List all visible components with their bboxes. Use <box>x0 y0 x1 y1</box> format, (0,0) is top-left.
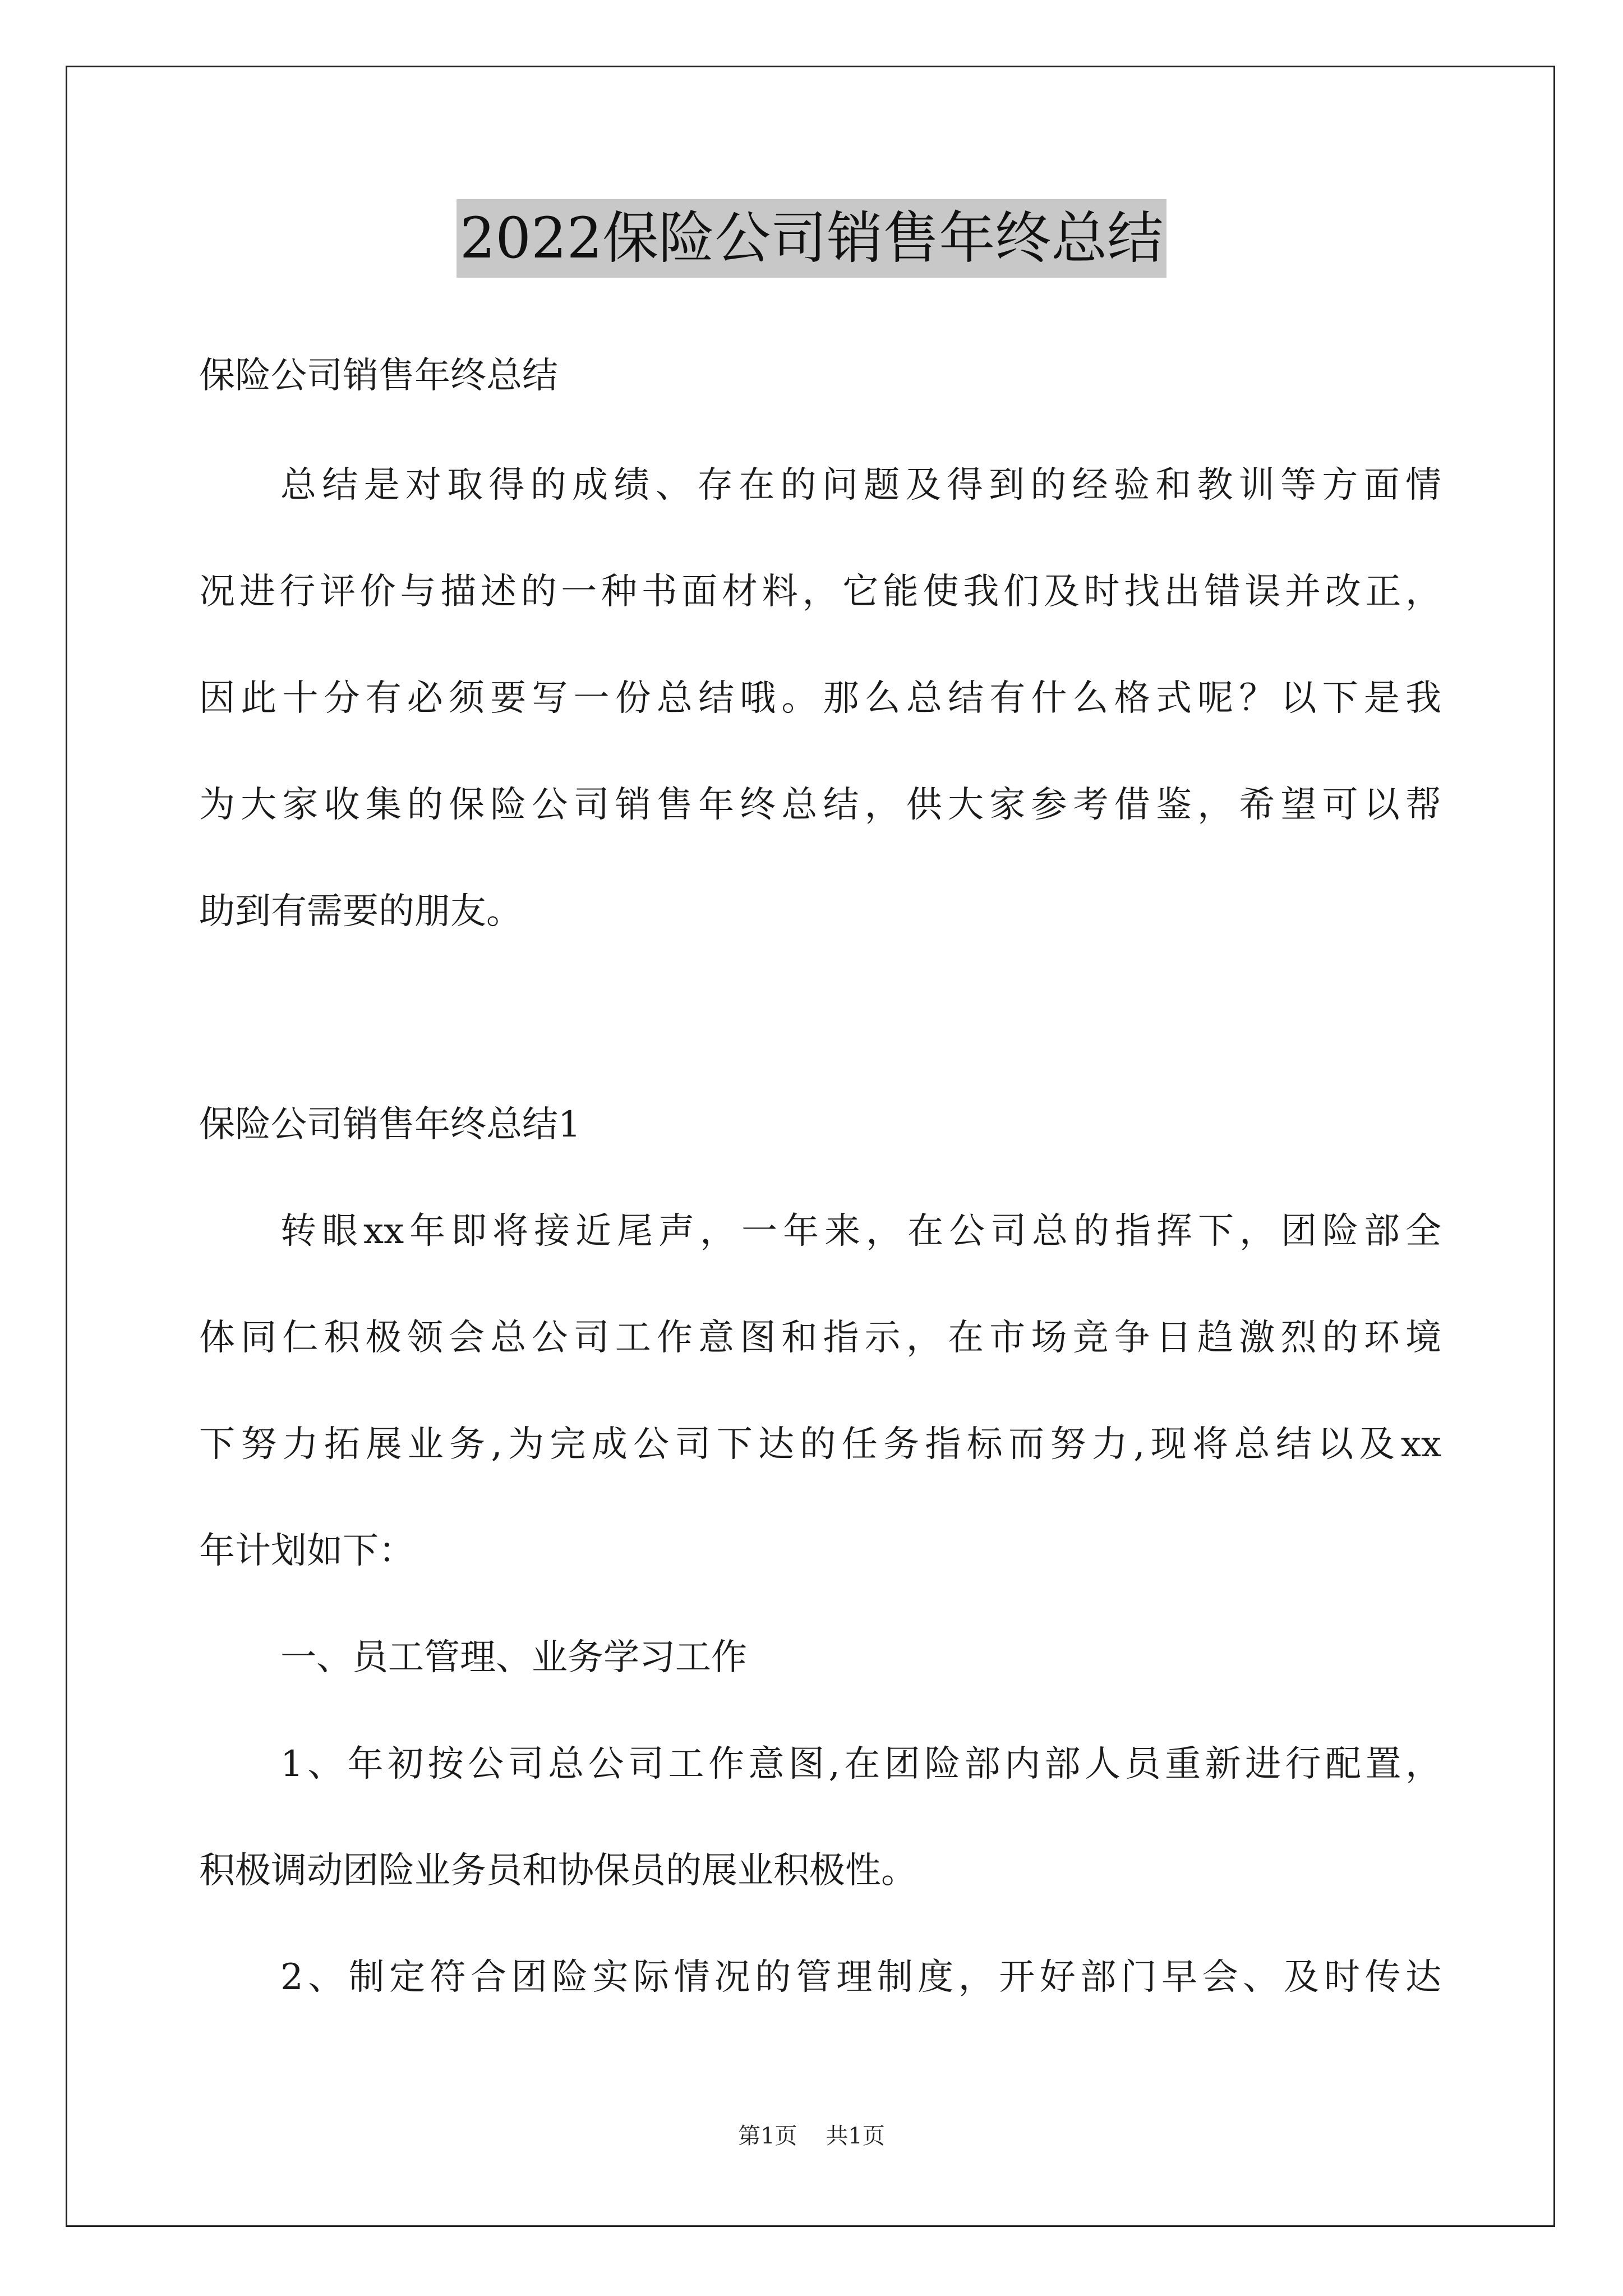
title-wrapper <box>0 199 1623 278</box>
page-footer <box>0 2120 1623 2152</box>
intro-line-4: 为大家收集的保险公司销售年终总结，供大家参考借鉴，希望可以帮 <box>199 784 1441 826</box>
section1-line-2: 体同仁积极领会总公司工作意图和指示，在市场竞争日趋激烈的环境 <box>199 1317 1441 1359</box>
item-heading: 一、员工管理、业务学习工作 <box>280 1637 747 1678</box>
item1-line-1: 1、年初按公司总公司工作意图,在团险部内部人员重新进行配置， <box>280 1743 1441 1785</box>
section1-line-3: 下努力拓展业务,为完成公司下达的任务指标而努力,现将总结以及xx <box>199 1424 1441 1465</box>
section1-line-4: 年计划如下： <box>199 1530 414 1572</box>
item1-line-2: 积极调动团险业务员和协保员的展业积极性。 <box>199 1850 917 1892</box>
page-number-label: 第1页 <box>738 2123 797 2149</box>
document-title: 2022保险公司销售年终总结 <box>457 199 1167 278</box>
item2-line-1: 2、制定符合团险实际情况的管理制度，开好部门早会、及时传达 <box>280 1957 1441 1998</box>
section1-line-1: 转眼xx年即将接近尾声，一年来，在公司总的指挥下，团险部全 <box>280 1211 1441 1252</box>
intro-line-1: 总结是对取得的成绩、存在的问题及得到的经验和教训等方面情 <box>280 464 1441 506</box>
total-pages-label: 共1页 <box>826 2123 885 2149</box>
intro-line-3: 因此十分有必须要写一份总结哦。那么总结有什么格式呢？以下是我 <box>199 678 1441 719</box>
document-subtitle: 保险公司销售年终总结 <box>199 355 558 397</box>
intro-line-2: 况进行评价与描述的一种书面材料，它能使我们及时找出错误并改正， <box>199 571 1441 613</box>
section1-heading: 保险公司销售年终总结1 <box>199 1104 581 1145</box>
intro-line-5: 助到有需要的朋友。 <box>199 891 522 932</box>
